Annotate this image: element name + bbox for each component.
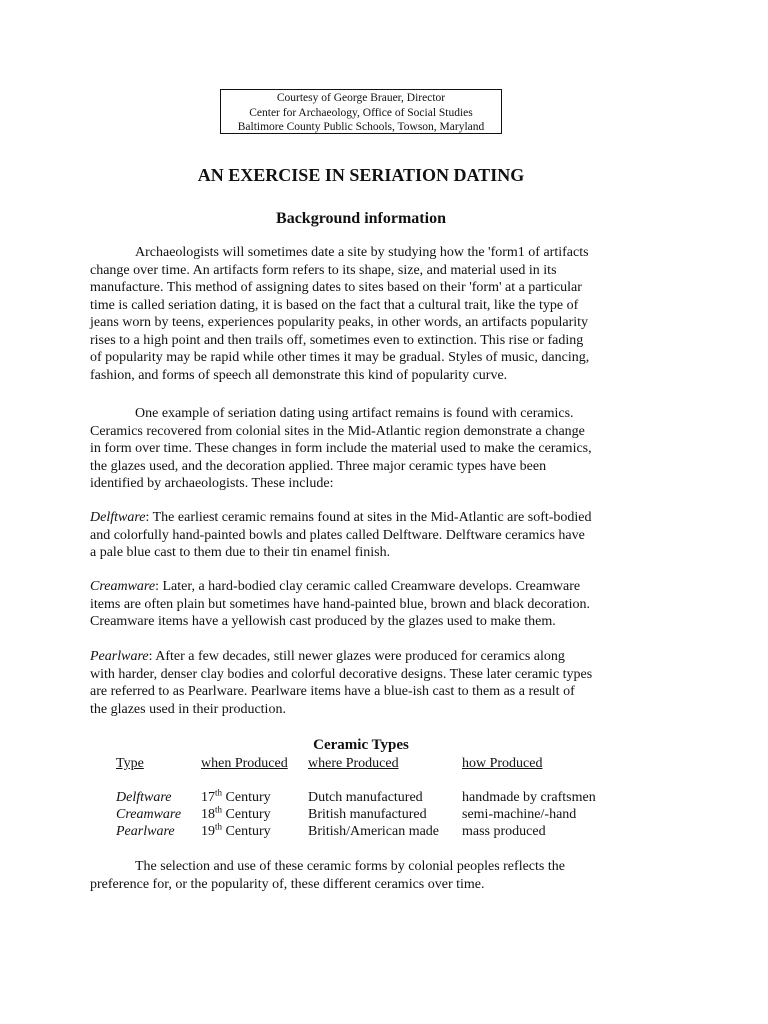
century-word: Century [222, 807, 271, 822]
ordinal-suffix: th [215, 787, 223, 798]
definition-text: : Later, a hard-bodied clay ceramic called Creamware develops. Creamware [155, 579, 581, 594]
century-number: 18 [201, 807, 215, 822]
delftware-definition [90, 509, 592, 526]
table-cell-when [201, 789, 271, 806]
table-cell-type: Creamware [116, 807, 182, 822]
paragraph-line: identified by archaeologists. These include: [90, 476, 334, 491]
paragraph-line: with harder, denser clay bodies and colorful decorative designs. These later ceramic types [90, 666, 593, 682]
paragraph-line: a pale blue cast to them due to their tin enamel finish. [90, 545, 391, 560]
table-cell-where: Dutch manufactured [308, 790, 423, 805]
table-cell-how: semi-machine/-hand [462, 807, 577, 822]
courtesy-box [220, 89, 502, 134]
paragraph-line: change over time. An artifacts form refers to its shape, size, and material used in its [90, 262, 557, 278]
table-cell-how: handmade by craftsmen [462, 790, 596, 805]
section-heading: Background information [276, 210, 446, 227]
paragraph-line: One example of seriation dating using artifact remains is found with ceramics. [135, 406, 574, 421]
document-title: AN EXERCISE IN SERIATION DATING [197, 165, 525, 185]
table-cell-type: Delftware [116, 790, 172, 805]
paragraph-line: and colorfully hand-painted bowls and plates called Delftware. Delftware ceramics have [90, 527, 585, 543]
paragraph-line: preference for, or the popularity of, these different ceramics over time. [90, 876, 485, 892]
paragraph-line: jeans worn by teens, experiences popularity peaks, in other words, an artifacts popularity [90, 315, 589, 330]
paragraph-line: fashion, and forms of speech all demonstrate this kind of popularity curve. [90, 367, 508, 383]
table-cell-when [201, 823, 271, 840]
table-cell-where: British manufactured [308, 807, 427, 822]
column-header-type: Type [116, 756, 144, 771]
paragraph-line: the glazes used in their production. [90, 701, 286, 717]
paragraph-line: the glazes used, and the decoration applied. Three major ceramic types have been [90, 458, 547, 474]
paragraph-line: Archaeologists will sometimes date a site by studying how the 'form1 of artifacts [135, 245, 589, 260]
column-header-where: where Produced [308, 756, 399, 771]
courtesy-line: Baltimore County Public Schools, Towson, Maryland [237, 121, 485, 133]
century-word: Century [222, 824, 271, 839]
pearlware-definition [90, 648, 565, 665]
paragraph-line: manufacture. This method of assigning dates to sites based on their 'form' at a particular [90, 280, 582, 295]
ordinal-suffix: th [215, 804, 223, 815]
paragraph-line: items are often plain but sometimes have hand-painted blue, brown and black decoration. [90, 596, 590, 612]
paragraph-line: rises to a high point and then trails off, sometimes even to extinction. This rise or fading [90, 332, 584, 348]
column-header-how: how Produced [462, 756, 543, 771]
definition-text: : The earliest ceramic remains found at sites in the Mid-Atlantic are soft-bodied [145, 510, 592, 525]
ordinal-suffix: th [215, 821, 223, 832]
definition-text: : After a few decades, still newer glazes were produced for ceramics along [148, 649, 565, 664]
creamware-definition [90, 578, 580, 595]
table-cell-when [201, 806, 271, 823]
century-number: 19 [201, 824, 215, 839]
table-cell-type: Pearlware [116, 824, 175, 839]
century-word: Century [222, 790, 271, 805]
courtesy-line: Center for Archaeology, Office of Social Studies [249, 106, 473, 119]
creamware-term: Creamware [90, 579, 156, 594]
pearlware-term: Pearlware [90, 649, 149, 664]
paragraph-line: in form over time. These changes in form include the material used to make the ceramics, [90, 441, 592, 456]
century-number: 17 [201, 790, 215, 805]
paragraph-line: of popularity may be rapid while other times it may be gradual. Styles of music, dancing, [90, 350, 590, 365]
column-header-when: when Produced [201, 756, 288, 771]
table-cell-where: British/American made [308, 824, 440, 839]
delftware-term: Delftware [90, 510, 146, 525]
paragraph-line: are referred to as Pearlware. Pearlware items have a blue-ish cast to them as a result of [90, 684, 575, 699]
table-title: Ceramic Types [313, 737, 409, 753]
paragraph-line: time is called seriation dating, it is based on the fact that a cultural trait, like the type of [90, 297, 579, 313]
table-cell-how: mass produced [462, 824, 546, 839]
paragraph-line: Creamware items have a yellowish cast produced by the glazes used to make them. [90, 614, 556, 629]
courtesy-line: Courtesy of George Brauer, Director [276, 92, 446, 104]
paragraph-line: Ceramics recovered from colonial sites in the Mid-Atlantic region demonstrate a change [90, 423, 585, 439]
paragraph-line: The selection and use of these ceramic forms by colonial peoples reflects the [135, 859, 565, 874]
